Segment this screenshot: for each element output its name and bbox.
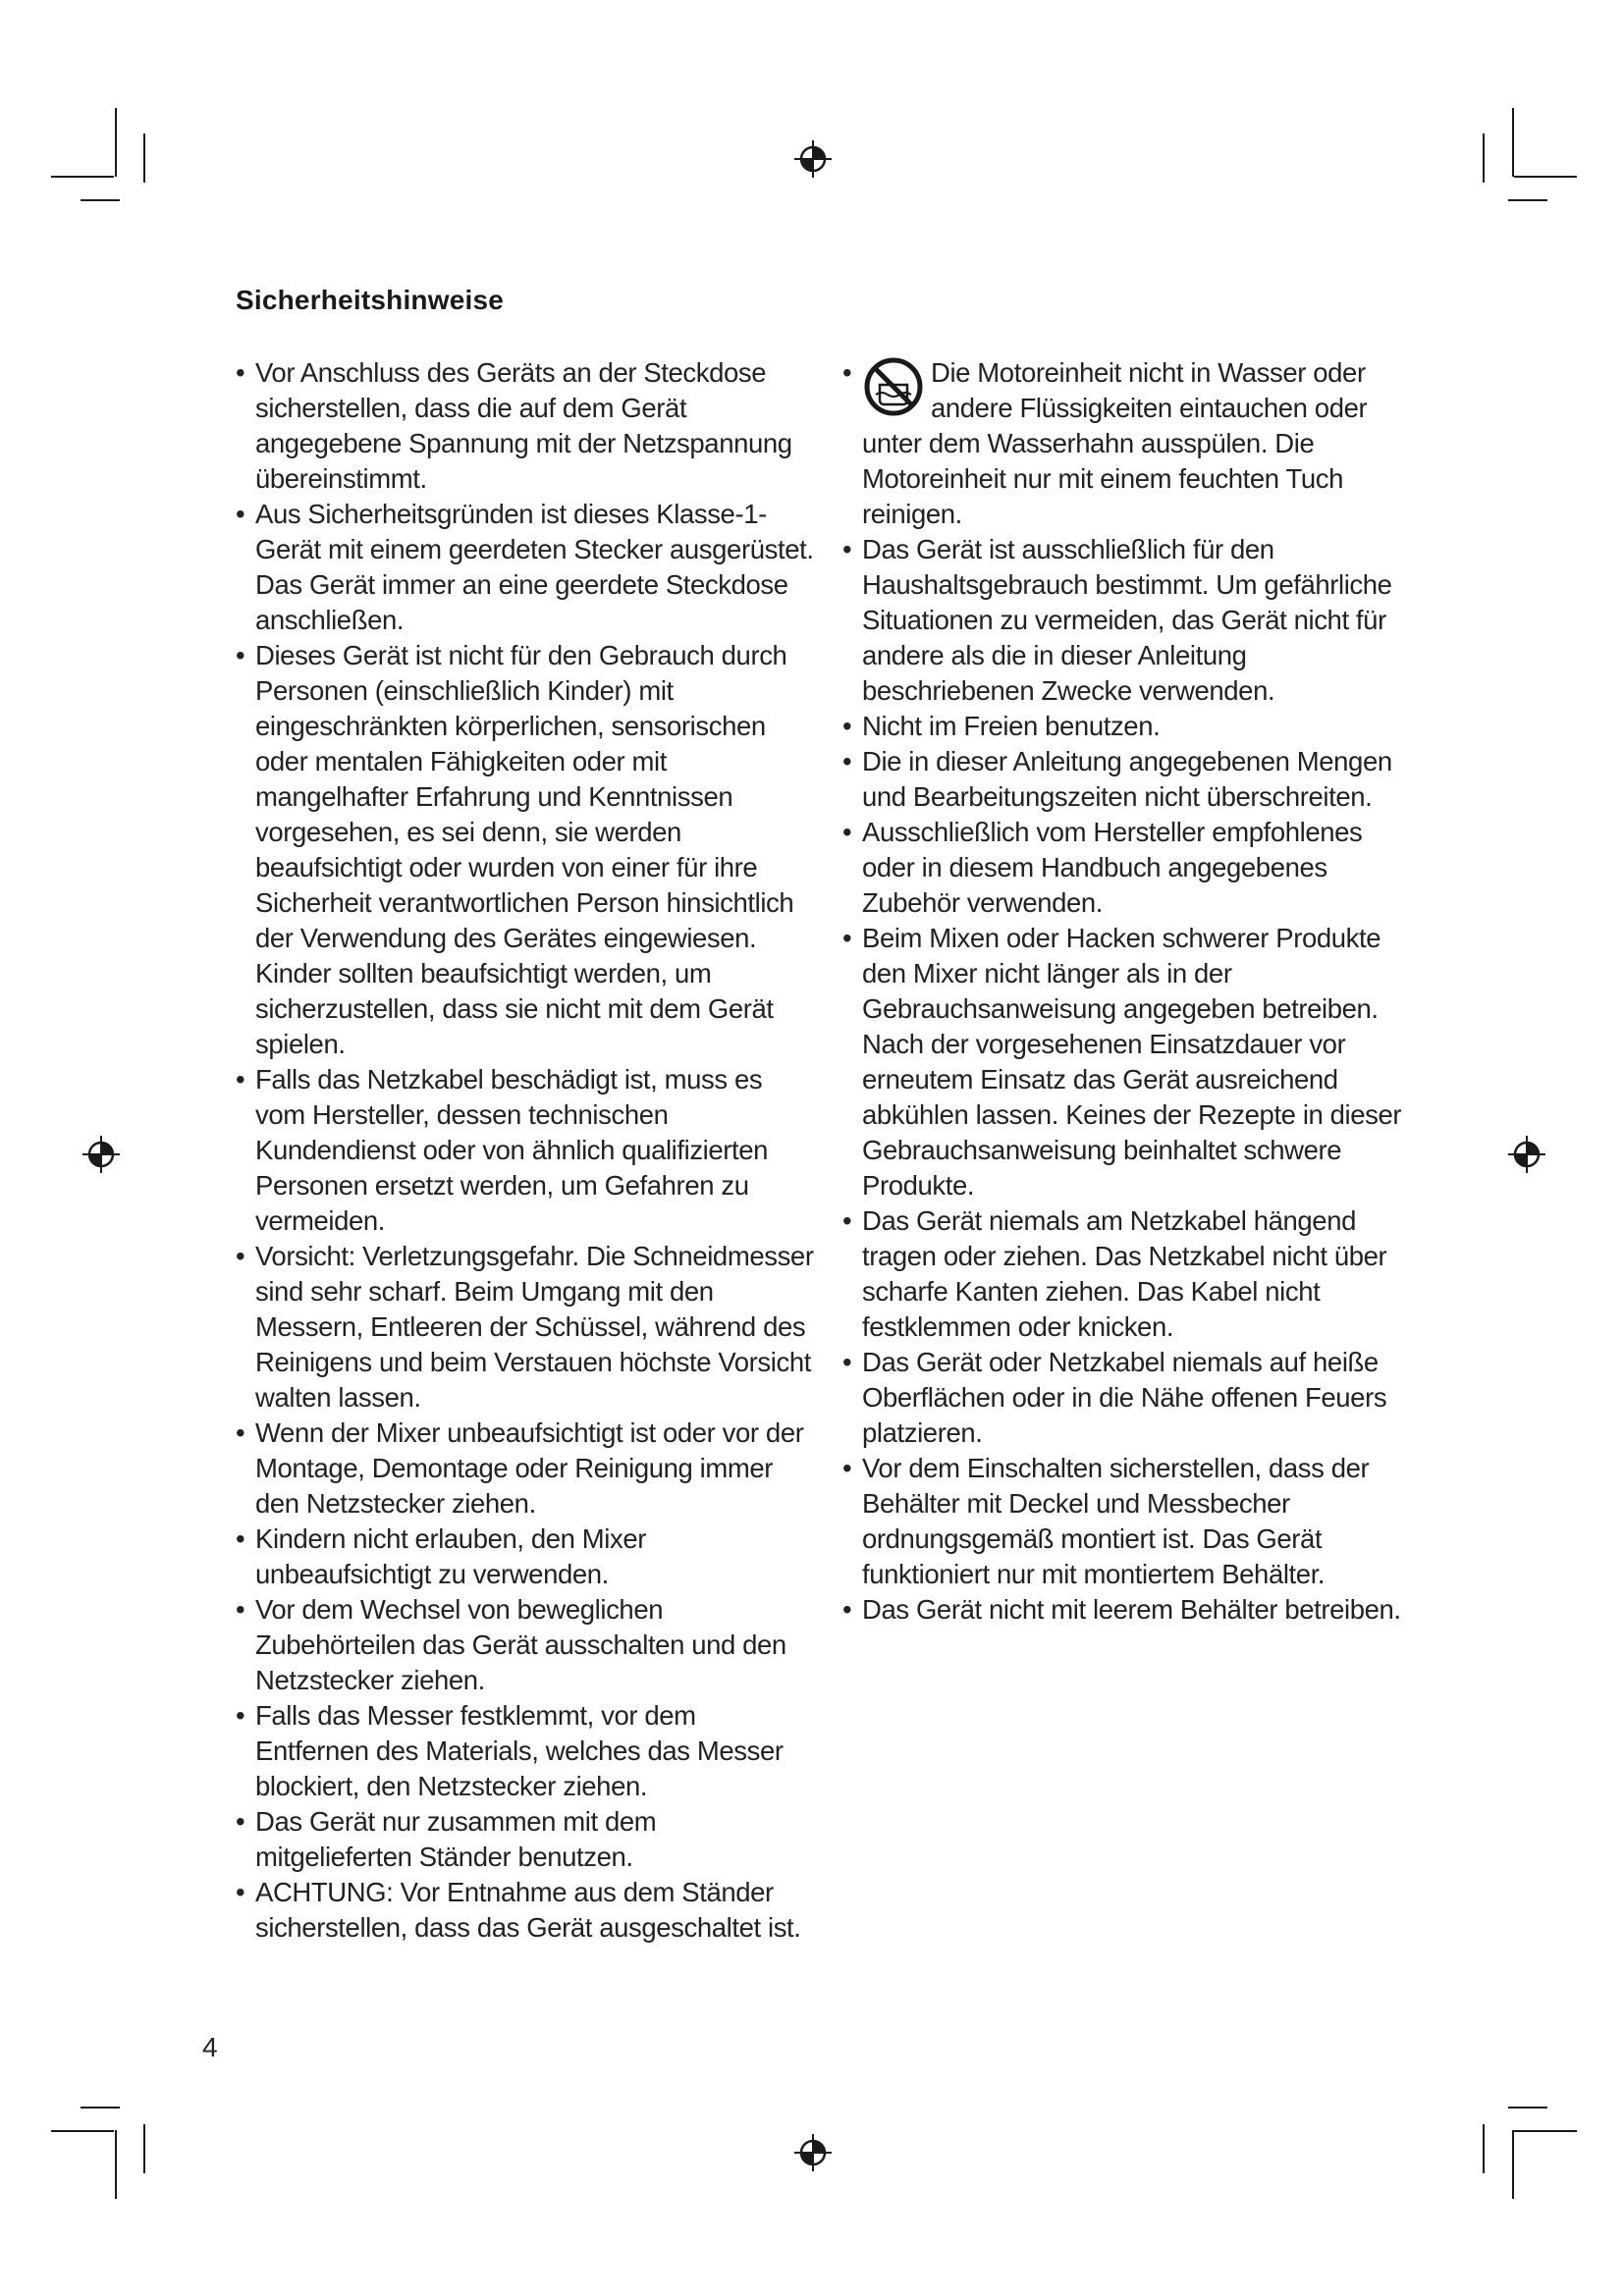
list-item: • Falls das Messer festklemmt, vor dem Entfernen des Materials, welches das Messer blockiert, den Netzstecker ziehen.	[236, 1698, 815, 1804]
list-item: • Wenn der Mixer unbeaufsichtigt ist oder vor der Montage, Demontage oder Reinigung immer den Netzstecker ziehen.	[236, 1415, 815, 1522]
list-item: • Vor dem Einschalten sicherstellen, dass der Behälter mit Deckel und Messbecher ordnungsgemäß montiert ist. Das Gerät funktioniert nur mit montiertem Behälter.	[842, 1451, 1422, 1592]
list-item: • Das Gerät ist ausschließlich für den Haushaltsgebrauch bestimmt. Um gefährliche Situationen zu vermeiden, das Gerät nicht für andere als die in dieser Anleitung beschriebenen Zwecke verwenden.	[842, 532, 1422, 709]
list-item: • Kindern nicht erlauben, den Mixer unbeaufsichtigt zu verwenden.	[236, 1522, 815, 1592]
list-item: • ACHTUNG: Vor Entnahme aus dem Ständer sicherstellen, dass das Gerät ausgeschaltet ist.	[236, 1875, 815, 1946]
crop-mark	[1508, 199, 1547, 201]
registration-mark-icon	[82, 1136, 120, 1173]
crop-mark	[81, 199, 120, 201]
section-heading: Sicherheitshinweise	[236, 285, 505, 315]
crop-mark	[51, 176, 114, 178]
list-item: • Das Gerät niemals am Netzkabel hängend tragen oder ziehen. Das Netzkabel nicht über scharfe Kanten ziehen. Das Kabel nicht festklemmen oder knicken.	[842, 1203, 1422, 1345]
list-item: • Beim Mixen oder Hacken schwerer Produkte den Mixer nicht länger als in der Gebrauchsanweisung angegeben betreiben. Nach der vorgesehenen Einsatzdauer vor erneutem Einsatz das Gerät ausreichend abkühlen lassen. Keines der Rezepte in dieser Gebrauchsanweisung beinhaltet schwere Produkte.	[842, 921, 1422, 1203]
crop-mark	[115, 2130, 117, 2199]
list-item: • Das Gerät nicht mit leerem Behälter betreiben.	[842, 1592, 1422, 1628]
crop-mark	[1512, 2130, 1514, 2199]
list-item: • Dieses Gerät ist nicht für den Gebrauch durch Personen (einschließlich Kinder) mit eingeschränkten körperlichen, sensorischen oder mentalen Fähigkeiten oder mit mangelhafter Erfahrung und Kenntnissen vorgesehen, es sei denn, sie werden beaufsichtigt oder wurden von einer für ihre Sicherheit verantwortlichen Person hinsichtlich der Verwendung des Gerätes eingewiesen. Kinder sollten beaufsichtigt werden, um sicherzustellen, dass sie nicht mit dem Gerät spielen.	[236, 638, 815, 1062]
crop-mark	[1514, 2130, 1577, 2132]
list-item: • Aus Sicherheitsgründen ist dieses Klasse-1-Gerät mit einem geerdeten Stecker ausgerüstet. Das Gerät immer an eine geerdete Steckdose anschließen.	[236, 497, 815, 638]
crop-mark	[1483, 133, 1485, 183]
list-item: • Nicht im Freien benutzen.	[842, 709, 1422, 744]
crop-mark	[143, 2124, 145, 2173]
crop-mark	[1512, 108, 1514, 177]
list-item: • Das Gerät nur zusammen mit dem mitgelieferten Ständer benutzen.	[236, 1804, 815, 1875]
crop-mark	[1514, 176, 1577, 178]
list-item: • Das Gerät oder Netzkabel niemals auf heiße Oberflächen oder in die Nähe offenen Feuers platzieren.	[842, 1345, 1422, 1451]
safety-list-left	[236, 355, 815, 1946]
list-item: • Die Motoreinheit nicht in Wasser oder andere Flüssigkeiten eintauchen oder unter dem Wasserhahn ausspülen. Die Motoreinheit nur mit einem feuchten Tuch reinigen.	[842, 355, 1422, 532]
crop-mark	[115, 108, 117, 177]
registration-mark-icon	[794, 140, 832, 178]
registration-mark-icon	[794, 2134, 832, 2171]
list-item: • Die in dieser Anleitung angegebenen Mengen und Bearbeitungszeiten nicht überschreiten.	[842, 744, 1422, 815]
list-item: • Falls das Netzkabel beschädigt ist, muss es vom Hersteller, dessen technischen Kundendienst oder von ähnlich qualifizierten Personen ersetzt werden, um Gefahren zu vermeiden.	[236, 1062, 815, 1239]
crop-mark	[1483, 2124, 1485, 2173]
crop-mark	[143, 133, 145, 183]
list-item: • Vorsicht: Verletzungsgefahr. Die Schneidmesser sind sehr scharf. Beim Umgang mit den Messern, Entleeren der Schüssel, während des Reinigens und beim Verstauen höchste Vorsicht walten lassen.	[236, 1239, 815, 1415]
no-immersion-icon	[862, 355, 925, 418]
crop-mark	[81, 2107, 120, 2109]
list-item: • Ausschließlich vom Hersteller empfohlenes oder in diesem Handbuch angegebenes Zubehör verwenden.	[842, 815, 1422, 921]
list-item: • Vor dem Wechsel von beweglichen Zubehörteilen das Gerät ausschalten und den Netzstecker ziehen.	[236, 1592, 815, 1698]
page-number: 4	[202, 2032, 218, 2062]
crop-mark	[51, 2130, 114, 2132]
crop-mark	[1508, 2107, 1547, 2109]
safety-list-right	[842, 355, 1422, 1628]
list-item: • Vor Anschluss des Geräts an der Steckdose sicherstellen, dass die auf dem Gerät angegebene Spannung mit der Netzspannung übereinstimmt.	[236, 355, 815, 497]
registration-mark-icon	[1508, 1136, 1545, 1173]
